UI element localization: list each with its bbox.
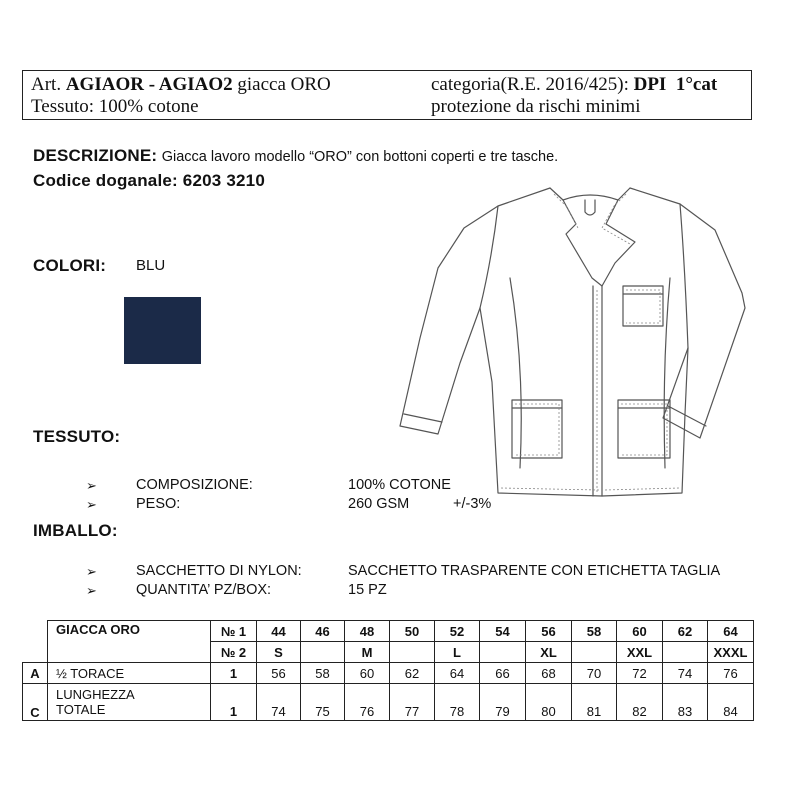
colori-label: COLORI:: [33, 256, 107, 275]
color-swatch: [124, 297, 201, 364]
table-cell: 56: [257, 663, 301, 684]
tessuto-item-value: 100% COTONE: [348, 477, 451, 493]
table-row: [23, 663, 754, 684]
tessuto-label: TESSUTO:: [33, 427, 121, 446]
size-n1-cell: 60: [617, 621, 663, 642]
size-n1-cell: 56: [526, 621, 572, 642]
row-n: 1: [211, 663, 257, 684]
size-n2-cell: [572, 642, 617, 663]
tessuto-item-value: 260 GSM: [348, 496, 410, 512]
size-n1-cell: 48: [345, 621, 390, 642]
left-body-side: [480, 308, 602, 496]
size-n2-cell: XXXL: [708, 642, 754, 663]
size-n1-cell: 54: [480, 621, 526, 642]
table-cell: 82: [617, 684, 663, 721]
size-n2-cell: XXL: [617, 642, 663, 663]
size-n1-cell: 52: [435, 621, 480, 642]
table-cell: 76: [708, 663, 754, 684]
size-n1-cell: 46: [301, 621, 345, 642]
tessuto-header: Tessuto: 100% cotone: [31, 96, 199, 117]
chest-pocket: [623, 286, 663, 326]
row-label-line2: TOTALE: [56, 702, 106, 717]
size-n1-cell: 62: [663, 621, 708, 642]
tessuto-item-label: PESO:: [136, 496, 181, 512]
left-armhole: [480, 206, 498, 308]
size-n2-label: № 2: [211, 642, 257, 663]
hanger-loop: [585, 200, 595, 215]
table-cell: 80: [526, 684, 572, 721]
size-n2-cell: S: [257, 642, 301, 663]
art-prefix: Art.: [31, 74, 62, 95]
imballo-item-label: QUANTITA’ PZ/BOX:: [136, 582, 272, 598]
categoria-prefix: categoria(R.E. 2016/425):: [431, 74, 629, 95]
categoria-value: DPI 1°cat: [633, 74, 718, 95]
size-n1-cell: 44: [257, 621, 301, 642]
table-row: [23, 684, 754, 721]
left-lapel: [550, 188, 602, 286]
protezione-line: protezione da rischi minimi: [431, 96, 641, 117]
row-label-line1: LUNGHEZZA: [56, 687, 135, 702]
table-cell: 58: [301, 663, 345, 684]
table-cell: 75: [301, 684, 345, 721]
size-n1-cell: 50: [390, 621, 435, 642]
right-cuff: [668, 406, 706, 426]
collar-back: [563, 195, 618, 200]
empty-corner: [23, 621, 48, 663]
size-n1-cell: 58: [572, 621, 617, 642]
table-cell: 60: [345, 663, 390, 684]
table-cell: 72: [617, 663, 663, 684]
bullet-arrow-icon: ➢: [86, 478, 97, 493]
size-n2-cell: [480, 642, 526, 663]
table-cell: 84: [708, 684, 754, 721]
table-cell: 64: [435, 663, 480, 684]
art-name: giacca ORO: [237, 74, 331, 95]
categoria-line: [431, 74, 717, 96]
jacket-drawing: [380, 168, 765, 508]
left-lower-pocket: [512, 400, 562, 458]
row-label: [48, 684, 211, 721]
art-codes: AGIAOR - AGIAO2: [65, 74, 233, 95]
right-hem-topstitch: [605, 488, 679, 490]
row-label: [48, 663, 211, 684]
table-cell: 74: [257, 684, 301, 721]
size-table: [22, 620, 754, 721]
left-hem-topstitch: [501, 488, 599, 490]
table-cell: 83: [663, 684, 708, 721]
size-n2-cell: L: [435, 642, 480, 663]
imballo-label: IMBALLO:: [33, 521, 118, 540]
right-pocket-topstitch: [621, 404, 667, 455]
article-line: [31, 74, 331, 96]
row-n: 1: [211, 684, 257, 721]
size-n2-cell: M: [345, 642, 390, 663]
table-cell: 81: [572, 684, 617, 721]
chest-pocket-topstitch: [626, 290, 660, 323]
row-label-line1: ½ TORACE: [56, 665, 125, 681]
size-n2-cell: [663, 642, 708, 663]
descrizione-text: Giacca lavoro modello “ORO” con bottoni coperti e tre tasche.: [161, 149, 559, 165]
size-n1-cell: 64: [708, 621, 754, 642]
bullet-arrow-icon: ➢: [86, 497, 97, 512]
descrizione-line: [33, 146, 558, 166]
left-sleeve-outline: [400, 188, 550, 434]
imballo-item-value: 15 PZ: [348, 582, 387, 598]
descrizione-label: DESCRIZIONE:: [33, 146, 158, 165]
table-cell: 66: [480, 663, 526, 684]
tessuto-item-extra: +/-3%: [453, 496, 492, 512]
table-header-row: [23, 621, 754, 642]
size-n2-cell: [301, 642, 345, 663]
right-lower-pocket: [618, 400, 670, 458]
table-cell: 76: [345, 684, 390, 721]
right-armhole: [680, 204, 688, 348]
size-n2-cell: [390, 642, 435, 663]
tessuto-item-label: COMPOSIZIONE:: [136, 477, 253, 493]
header-box: [22, 70, 752, 120]
table-cell: 70: [572, 663, 617, 684]
right-body-side: [602, 348, 688, 496]
table-cell: 78: [435, 684, 480, 721]
table-cell: 62: [390, 663, 435, 684]
bullet-arrow-icon: ➢: [86, 583, 97, 598]
table-cell: 68: [526, 663, 572, 684]
table-cell: 77: [390, 684, 435, 721]
size-n2-cell: XL: [526, 642, 572, 663]
row-letter: C: [23, 684, 48, 721]
table-title: GIACCA ORO: [48, 621, 211, 663]
colori-value: BLU: [136, 257, 166, 274]
bullet-arrow-icon: ➢: [86, 564, 97, 579]
table-cell: 79: [480, 684, 526, 721]
codice-doganale: Codice doganale: 6203 3210: [33, 171, 265, 190]
imballo-item-value: SACCHETTO TRASPARENTE CON ETICHETTA TAGLIA: [348, 563, 721, 579]
left-cuff: [404, 414, 442, 422]
row-letter: A: [23, 663, 48, 684]
imballo-item-label: SACCHETTO DI NYLON:: [136, 563, 302, 579]
size-n1-label: № 1: [211, 621, 257, 642]
table-cell: 74: [663, 663, 708, 684]
